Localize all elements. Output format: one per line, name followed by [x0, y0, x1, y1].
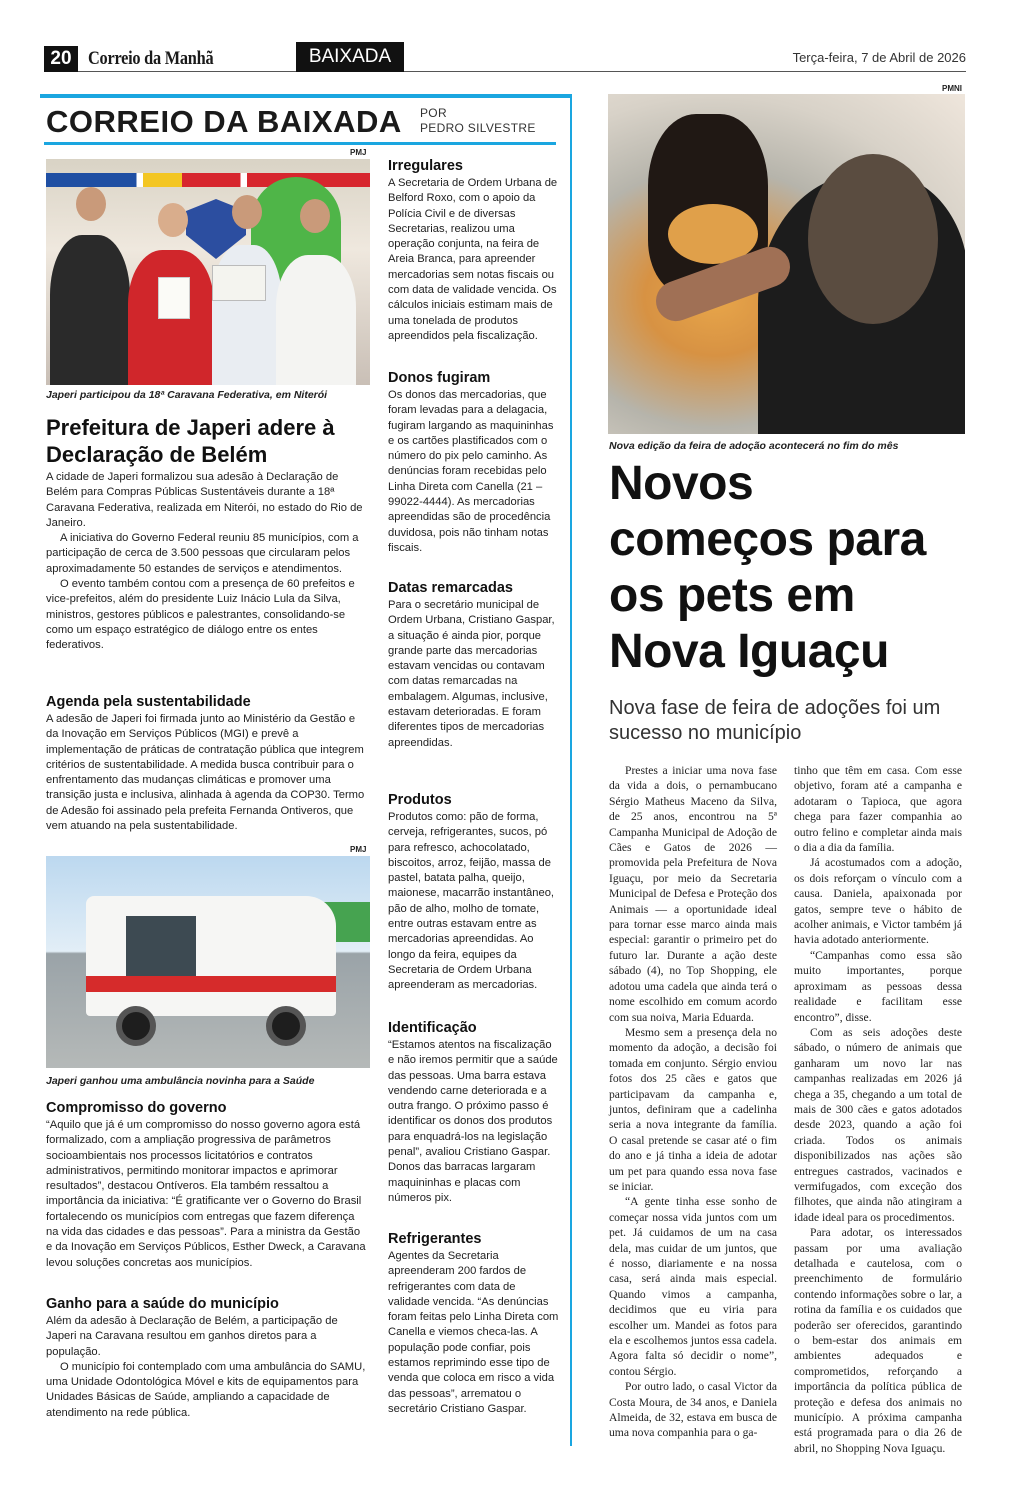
section-tag: BAIXADA [296, 42, 404, 72]
column-byline [420, 106, 536, 136]
issue-date: Terça-feira, 7 de Abril de 2026 [792, 50, 966, 65]
photo-wheel [266, 1006, 306, 1046]
mid-section-datas [388, 578, 560, 751]
paragraph: Além da adesão à Declaração de Belém, a participação de Japeri na Caravana resultou em ganhos diretos para a população. [46, 1315, 338, 1358]
byline-prefix: POR [420, 106, 447, 120]
photo-caption: Japeri ganhou uma ambulância novinha para a Saúde [46, 1075, 315, 1087]
article-column-2 [794, 763, 962, 1456]
paragraph: Os donos das mercadorias, que foram levadas para a delagacia, fugiram largando as maquininhas e os cartões plastificados com o número do pix pelo caminho. As denúncias foram recebidas pelo Linha Direta com Canella (21 – 99022-4444). As mercadorias apreendidas são de procedência duvidosa, pois não tinham notas fiscais. [388, 389, 554, 554]
paragraph: Agentes da Secretaria apreenderam 200 fardos de refrigerantes com data de validade vencida. “As denúncias foram feitas pelo Linha Direta com Canella e viemos checa-las. A população pode confiar, pois estamos reprimindo esse tipo de venda que coloca em risco a vida das pessoas”, arrematou o secretário Cristiano Gaspar. [388, 1250, 559, 1415]
paragraph: Com as seis adoções deste sábado, o número de animais que ganharam um novo lar nas campanhas realizadas em 2026 já chega a 35, chegando a um total de mais de 300 cães e gatos adotados desde 2023, quando a ação foi criada. Todos os animais disponibilizados nas ações são entregues castrados, vacinados e vermifugados, com exceção dos filhotes, que ainda não atingiram a idade ideal para os procedimentos. [794, 1025, 962, 1224]
paragraph: A cidade de Japeri formalizou sua adesão à Declaração de Belém para Compras Públicas Sustentáveis durante a 18ª Caravana Federativa, realizada em Niterói, no estado do Rio de Janeiro. [46, 471, 363, 529]
article-column-1 [609, 763, 777, 1441]
subhead: Refrigerantes [388, 1231, 482, 1247]
column-title: CORREIO DA BAIXADA [46, 104, 402, 139]
subhead: Produtos [388, 792, 452, 808]
photo-ambulance-stripe [86, 976, 336, 992]
ambulance-photo [46, 856, 370, 1068]
paragraph: Produtos como: pão de forma, cerveja, refrigerantes, sucos, pó para refresco, achocolatado, biscoitos, arroz, feijão, massa de pastel, batata palha, queijo, maionese, macarrão instantâneo, pão de alho, molho de tomate, entre outras estavam entre as mercadorias apreendidas. Ao longo da feira, equipes da Secretaria de Ordem Urbana apreenderam as mercadorias. [388, 811, 555, 992]
paragraph: “A gente tinha esse sonho de começar nossa vida juntos com um pet. Já cuidamos de um na casa dela, mas cuidar de um juntos, que é nosso, diariamente e na nossa casa, será ainda mais especial. Quando vimos a campanha, decidimos que eu viria para escolher um. Mandei as fotos para ela e escolhemos juntos essa cadela. Agora falta só decidir o nome”, contou Sérgio. [609, 1195, 777, 1378]
photo-credit: PMJ [350, 148, 367, 157]
page-number: 20 [44, 46, 78, 72]
subhead: Donos fugiram [388, 370, 491, 386]
photo-credit: PMNI [942, 84, 962, 93]
photo-head [232, 195, 262, 229]
compromisso-section [46, 1098, 366, 1271]
photo-person [276, 255, 356, 385]
photo-woman-hair [808, 154, 938, 324]
paragraph: Mesmo sem a presença dela no momento da adoção, a decisão foi tomada em conjunto. Sérgio enviou fotos dos 25 cães e gatos que participavam da campanha e, juntos, definiram que a cadelinha seria a nova integrante da família. O casal pretende se casar até o fim do ano e já tinha a ideia de adotar um pet para quando essa nova fase se iniciar. [609, 1025, 777, 1193]
photo-person [50, 235, 130, 385]
paragraph: O evento também contou com a presença de 60 prefeitos e vice-prefeitos, além do presidente Luiz Inácio Lula da Silva, ministros, gestores públicos e palestrantes, consolidando-se como um espaço estratégico de diálogo entre os entes federativos. [46, 578, 355, 652]
paragraph: “Aquilo que já é um compromisso do nosso governo agora está formalizado, com a ampliação progressiva de parâmetros socioambientais nos processos licitatórios e contratos administrativos, permitindo monitorar impactos e aprimorar resultados”, destacou Ontíveros. Ela também ressaltou a importância da iniciativa: “É gratificante ver o Governo do Brasil fortalecendo os municípios com entregas que fazem diferença na vida das cidades e das pessoas”. Para a ministra da Gestão e da Inovação em Serviços Públicos, Esther Dweck, a Caravana levou soluções concretas aos municípios. [46, 1119, 366, 1269]
paragraph: Para o secretário municipal de Ordem Urbana, Cristiano Gaspar, a situação é ainda pior, porque grande parte das mercadorias estavam vencidas ou contavam com datas remarcadas na embalagem. Algumas, inclusive, estavam deterioradas. E foram diferentes tipos de mercadorias apreendidas. [388, 599, 555, 749]
agenda-section [46, 692, 366, 834]
photo-wheel [116, 1006, 156, 1046]
article-intro [46, 470, 366, 654]
paragraph: A Secretaria de Ordem Urbana de Belford Roxo, com o apoio da Polícia Civil e de diversas Secretarias, realizou uma operação conjunta, na feira de Areia Branca, para apreender mercadorias sem notas fiscais ou com data de validade vencida. Os cálculos iniciais estimam mais de uma tonelada de produtos apreendidos pela fiscalização. [388, 177, 558, 342]
photo-document [212, 265, 266, 301]
mid-section-irregulares [388, 156, 560, 344]
subhead: Irregulares [388, 158, 463, 174]
paragraph: “Campanhas como essa são muito importantes, porque aproximam as pessoas dessa realidade e facilitam esse encontro”, disse. [794, 948, 962, 1024]
photo-head [300, 199, 330, 233]
masthead [44, 46, 966, 72]
paragraph: O município foi contemplado com uma ambulância do SAMU, uma Unidade Odontológica Móvel e kits de equipamentos para Unidades Básicas de Saúde, ampliando a capacidade de atendimento na rede pública. [46, 1360, 366, 1419]
newspaper-name: Correio da Manhã [88, 48, 214, 69]
photo-caption: Nova edição da feira de adoção acontecerá no fim do mês [609, 440, 899, 452]
mid-section-produtos [388, 790, 560, 994]
column-title-rule [44, 142, 556, 145]
photo-head [76, 187, 106, 221]
paragraph: Para adotar, os interessados passam por uma avaliação detalhada e cautelosa, com o preenchimento de formulário contendo informações sobre o lar, a rotina da família e os cuidados que poderão ser oferecidos, garantindo o bem-estar dos animais em ambientes adequados e comprometidos, reforçando a importância da política pública de proteção e defesa dos animais no município. A próxima campanha está programada para o dia 26 de abril, no Shopping Nova Iguaçu. [794, 1226, 962, 1455]
paragraph: A iniciativa do Governo Federal reuniu 85 municípios, com a participação de cerca de 3.500 pessoas que circularam pelos aproximadamente 50 estandes de serviços e atendimentos. [46, 532, 359, 575]
paragraph: Por outro lado, o casal Victor da Costa Moura, de 34 anos, e Daniela Almeida, de 32, estava em busca de uma nova companhia para o ga- [609, 1380, 777, 1440]
photo-caption: Japeri participou da 18ª Caravana Federativa, em Niterói [46, 389, 328, 401]
main-headline: Novos começos para os pets em Nova Iguaçu [609, 457, 926, 678]
paragraph: tinho que têm em casa. Com esse objetivo, foram até a campanha e adotaram o Tapioca, que agora chega para fazer companhia ao outro felino e completar ainda mais o dia a dia da família. [794, 764, 962, 855]
ganho-section [46, 1294, 366, 1421]
subhead: Ganho para a saúde do município [46, 1296, 279, 1312]
japeri-caravana-photo [46, 159, 370, 385]
paragraph: “Estamos atentos na fiscalização e não iremos permitir que a saúde das pessoas. Uma barra estava vendendo carne deteriorada e a outra frango. O próximo passo é identificar os donos dos produtos para enquadrá-los na legislação penal”, avaliou Cristiano Gaspar. Donos das barracas largaram maquininhas e placas com números pix. [388, 1039, 558, 1204]
pet-adoption-photo [608, 94, 965, 434]
article-headline: Prefeitura de Japeri adere à Declaração de Belém [46, 415, 335, 467]
photo-credit: PMJ [350, 845, 367, 854]
paragraph: Prestes a iniciar uma nova fase da vida a dois, o pernambucano Sérgio Matheus Maceno da Silva, de 25 anos, encontrou na 5ª Campanha Municipal de Adoção de Cães e Gatos de 2026 — promovida pela Prefeitura de Nova Iguaçu, por meio da Secretaria Municipal de Defesa e Proteção dos Animais — a oportunidade ideal para tornar esse marco ainda mais especial: garantir o primeiro pet do futuro lar. Durante a ação deste sábado (4), no Top Shopping, ele adotou uma cadela que ainda terá o nome escolhido em comum acordo com sua noiva, Maria Eduarda. [609, 764, 777, 1024]
photo-document [158, 277, 190, 319]
mid-section-identificacao [388, 1018, 560, 1206]
mid-section-donos [388, 368, 560, 556]
subhead: Datas remarcadas [388, 580, 513, 596]
mid-section-refrigerantes [388, 1229, 560, 1417]
subhead: Agenda pela sustentabilidade [46, 694, 251, 710]
paragraph: A adesão de Japeri foi firmada junto ao Ministério da Gestão e da Inovação em Serviços Públicos (MGI) e prevê a implementação de práticas de contratação pública que integrem critérios de sustentabilidade. A medida busca contribuir para o enfrentamento das mudanças climáticas e promover uma transição justa e inclusiva, alinhada à agenda da COP30. Termo de Adesão foi assinado pela prefeita Fernanda Ontiveros, que vem atuando na pela sustentabilidade. [46, 713, 365, 833]
article-deck: Nova fase de feira de adoções foi um sucesso no município [609, 697, 941, 744]
byline-author: PEDRO SILVESTRE [420, 121, 536, 135]
paragraph: Já acostumados com a adoção, os dois reforçam o vínculo com a causa. Daniela, apaixonada por gatos, sempre teve o hábito de acolher animais, e Victor também já havia adotado anteriormente. [794, 856, 962, 947]
subhead: Identificação [388, 1020, 477, 1036]
photo-ambulance-body [86, 896, 336, 1016]
photo-head [158, 203, 188, 237]
subhead: Compromisso do governo [46, 1100, 227, 1116]
